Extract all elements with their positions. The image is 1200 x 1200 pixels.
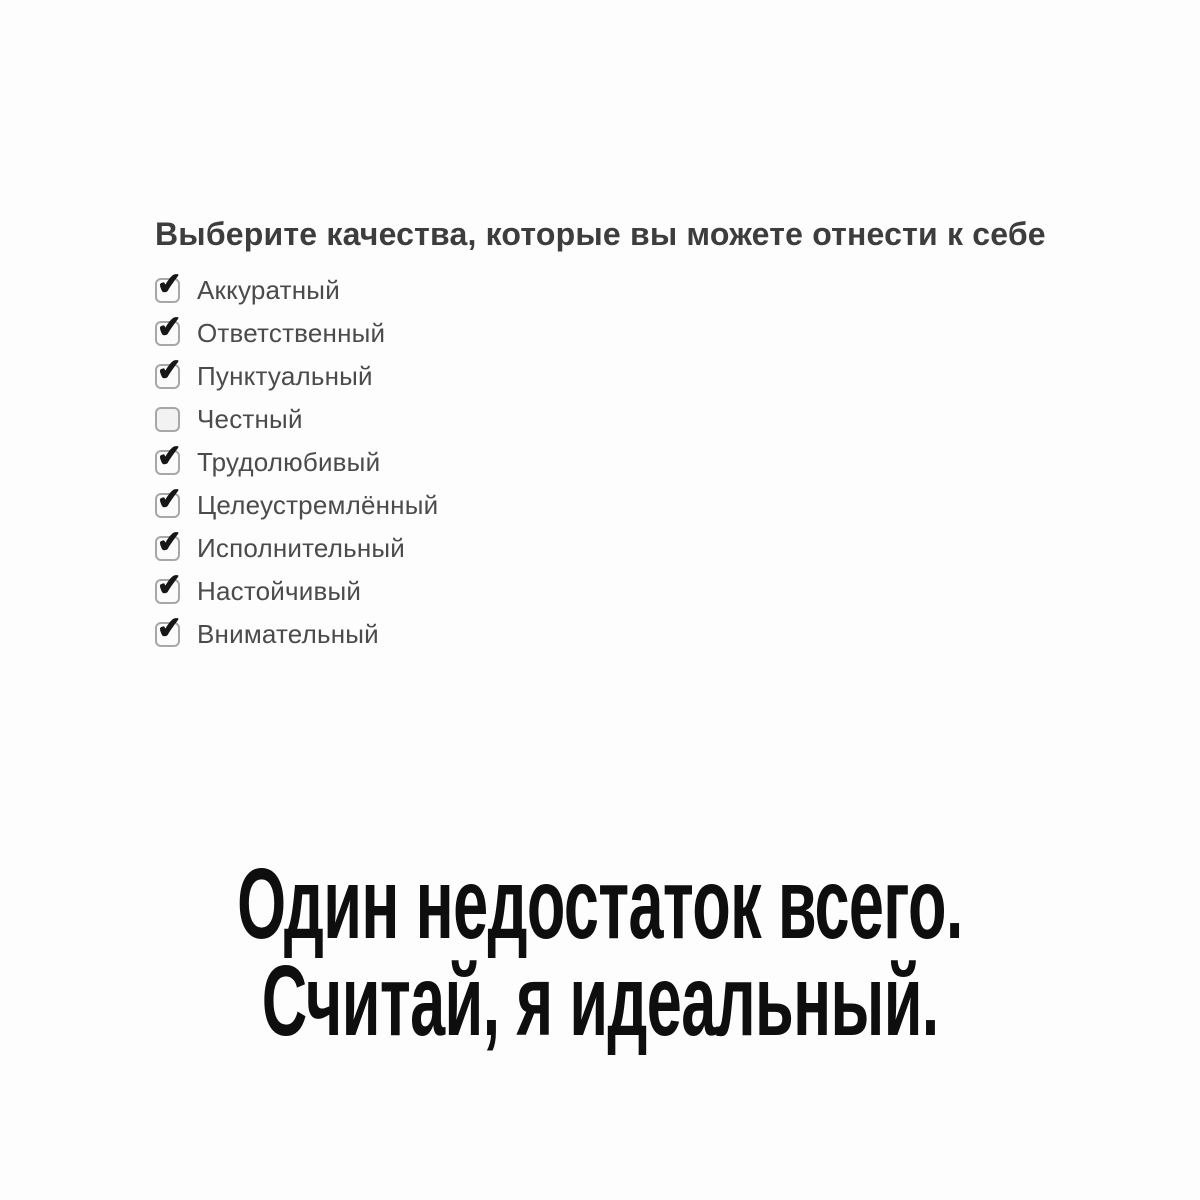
checkmark-icon: ✔ (155, 438, 184, 474)
quality-checkbox-item[interactable] (155, 352, 1095, 391)
quality-label: Честный (197, 403, 303, 434)
quality-label: Внимательный (197, 618, 379, 649)
checkmark-icon: ✔ (155, 352, 184, 388)
meme-caption (0, 848, 1200, 1057)
quality-checkbox-item[interactable] (155, 438, 1095, 477)
form-title: Выберите качества, которые вы можете отнести к себе (155, 216, 1046, 252)
quality-checkbox-item[interactable] (155, 266, 1095, 305)
quality-label: Настойчивый (197, 575, 362, 606)
quality-label: Пунктуальный (197, 360, 373, 391)
checkbox-checked-icon[interactable] (155, 481, 184, 518)
quality-label: Исполнительный (197, 532, 406, 563)
checkbox-checked-icon[interactable] (155, 309, 184, 346)
quality-label: Трудолюбивый (197, 446, 381, 477)
qualities-list (155, 266, 1095, 649)
checkmark-icon: ✔ (155, 266, 184, 302)
checkbox-checked-icon[interactable] (155, 438, 184, 475)
quality-checkbox-item[interactable] (155, 403, 1095, 434)
quality-checkbox-item[interactable] (155, 524, 1095, 563)
checkbox-checked-icon[interactable] (155, 266, 184, 303)
quality-label: Целеустремлённый (197, 489, 439, 520)
quality-checkbox-item[interactable] (155, 309, 1095, 348)
checkbox-unchecked-icon[interactable] (155, 407, 180, 432)
checkmark-icon: ✔ (155, 524, 184, 560)
quality-label: Ответственный (197, 317, 386, 348)
checkbox-checked-icon[interactable] (155, 567, 184, 604)
quality-checkbox-item[interactable] (155, 610, 1095, 649)
caption-line-2: Считай, я идеальный. (261, 945, 939, 1057)
checkbox-checked-icon[interactable] (155, 610, 184, 647)
checkmark-icon: ✔ (155, 567, 184, 603)
checkbox-checked-icon[interactable] (155, 524, 184, 561)
quality-label: Аккуратный (197, 274, 340, 305)
checkbox-checked-icon[interactable] (155, 352, 184, 389)
quality-checkbox-item[interactable] (155, 481, 1095, 520)
qualities-form (155, 216, 1095, 647)
caption-line-1: Один недостаток всего. (237, 848, 963, 960)
quality-checkbox-item[interactable] (155, 567, 1095, 606)
checkmark-icon: ✔ (155, 481, 184, 517)
checkmark-icon: ✔ (155, 309, 184, 345)
checkmark-icon: ✔ (155, 610, 184, 646)
